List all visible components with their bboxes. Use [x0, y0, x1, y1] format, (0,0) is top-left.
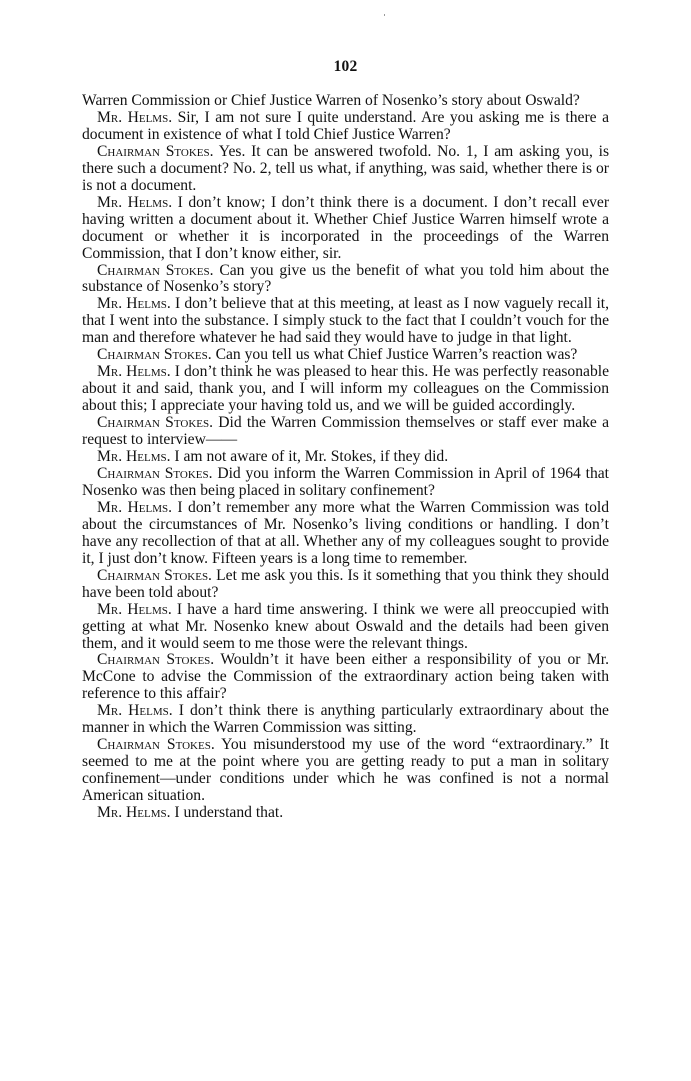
paragraph-text: I am not aware of it, Mr. Stokes, if they did.	[174, 448, 449, 466]
transcript-paragraph	[82, 296, 609, 347]
speaker-name: Mr. Helms.	[97, 498, 173, 516]
speaker-name: Chairman Stokes.	[97, 261, 214, 279]
paragraph-text: I don’t think there is anything particularly extraordinary about the manner in which the Warren Commission was sitting.	[82, 702, 609, 737]
paragraph-text: Sir, I am not sure I quite understand. Are you asking me is there a document in existence of what I told Chief Justice Warren?	[82, 108, 609, 143]
paragraph-text: Wouldn’t it have been either a responsibility of you or Mr. McCone to advise the Commission of the extraordinary action being taken with reference to this affair?	[82, 651, 609, 703]
page-number: 102	[333, 58, 358, 75]
paragraph-text: I don’t remember any more what the Warren Commission was told about the circumstances of Mr. Nosenko’s living conditions or handling. I don’t have any recollection of that at all. Whether any of my colleagues sought to provide it, I just don’t know. Fifteen years is a long time to remember.	[82, 498, 609, 567]
paragraph-text: I don’t know; I don’t think there is a document. I don’t recall ever having written a document about it. Whether Chief Justice Warren himself wrote a document or whether it is incorporated in the proceedings of the Warren Commission, that I don’t know either, sir.	[82, 193, 610, 262]
paragraph-text: Yes. It can be answered twofold. No. 1, I am asking you, is there such a document? No. 2, tell us what, if anything, was said, whether there is or is not a document.	[82, 142, 610, 194]
transcript-paragraph	[82, 144, 609, 195]
scan-speck	[384, 14, 385, 16]
speaker-name: Mr. Helms.	[97, 448, 171, 466]
paragraph-text: Warren Commission or Chief Justice Warren of Nosenko’s story about Oswald?	[82, 92, 580, 109]
transcript-paragraph	[82, 466, 609, 500]
paragraph-text: I don’t believe that at this meeting, at least as I now vaguely recall it, that I went into the substance. I simply stuck to the fact that I couldn’t vouch for the man and therefore whatever he had said they would have to judge in that light.	[82, 295, 610, 347]
transcript-paragraph	[82, 737, 609, 805]
speaker-name: Mr. Helms.	[97, 363, 171, 381]
paragraph-text: I don’t think he was pleased to hear this. He was perfectly reasonable about it and said, thank you, and I will inform my colleagues on the Commission about this; I appreciate your having told us, and we will be guided accordingly.	[82, 363, 609, 415]
transcript-paragraph	[82, 347, 609, 364]
speaker-name: Chairman Stokes.	[97, 736, 215, 754]
speaker-name: Mr. Helms.	[97, 600, 172, 618]
paragraph-text: I have a hard time answering. I think we were all preoccupied with getting at what Mr. Nosenko knew about Oswald and the details had been given them, and it would seem to me those were the relevant things.	[82, 600, 609, 652]
speaker-name: Mr. Helms.	[97, 295, 171, 313]
speaker-name: Chairman Stokes.	[97, 464, 213, 482]
transcript-paragraph	[82, 110, 609, 144]
transcript-paragraph	[82, 652, 609, 703]
transcript-paragraph	[82, 703, 609, 737]
transcript-paragraph	[82, 364, 609, 415]
speaker-name: Chairman Stokes.	[97, 414, 213, 432]
transcript-paragraph	[82, 805, 609, 822]
transcript-body	[82, 93, 609, 822]
paragraph-text: I understand that.	[174, 804, 284, 822]
speaker-name: Chairman Stokes.	[97, 142, 214, 160]
transcript-paragraph	[82, 602, 609, 653]
transcript-paragraph	[82, 568, 609, 602]
speaker-name: Mr. Helms.	[97, 108, 173, 126]
paragraph-text: Did the Warren Commission themselves or staff ever make a request to interview——	[82, 414, 609, 449]
transcript-paragraph	[82, 415, 609, 449]
paragraph-text: You misunderstood my use of the word “extraordinary.” It seemed to me at the point where you are getting ready to put a man in solitary confinement—under conditions under which he was confined is not a normal American situation.	[82, 736, 610, 805]
paragraph-text: Let me ask you this. Is it something that you think they should have been told about?	[82, 566, 609, 601]
paragraph-text: Can you tell us what Chief Justice Warren’s reaction was?	[215, 346, 578, 364]
speaker-name: Mr. Helms.	[97, 804, 171, 822]
transcript-paragraph	[82, 93, 609, 110]
speaker-name: Chairman Stokes.	[97, 651, 215, 669]
speaker-name: Chairman Stokes.	[97, 566, 212, 584]
transcript-paragraph	[82, 500, 609, 568]
paragraph-text: Did you inform the Warren Commission in April of 1964 that Nosenko was then being placed in solitary confinement?	[82, 464, 609, 499]
speaker-name: Mr. Helms.	[97, 193, 173, 211]
transcript-paragraph	[82, 449, 609, 466]
transcript-paragraph	[82, 263, 609, 297]
transcript-paragraph	[82, 195, 609, 263]
paragraph-text: Can you give us the benefit of what you told him about the substance of Nosenko’s story?	[82, 261, 610, 296]
speaker-name: Chairman Stokes.	[97, 346, 212, 364]
speaker-name: Mr. Helms.	[97, 702, 173, 720]
